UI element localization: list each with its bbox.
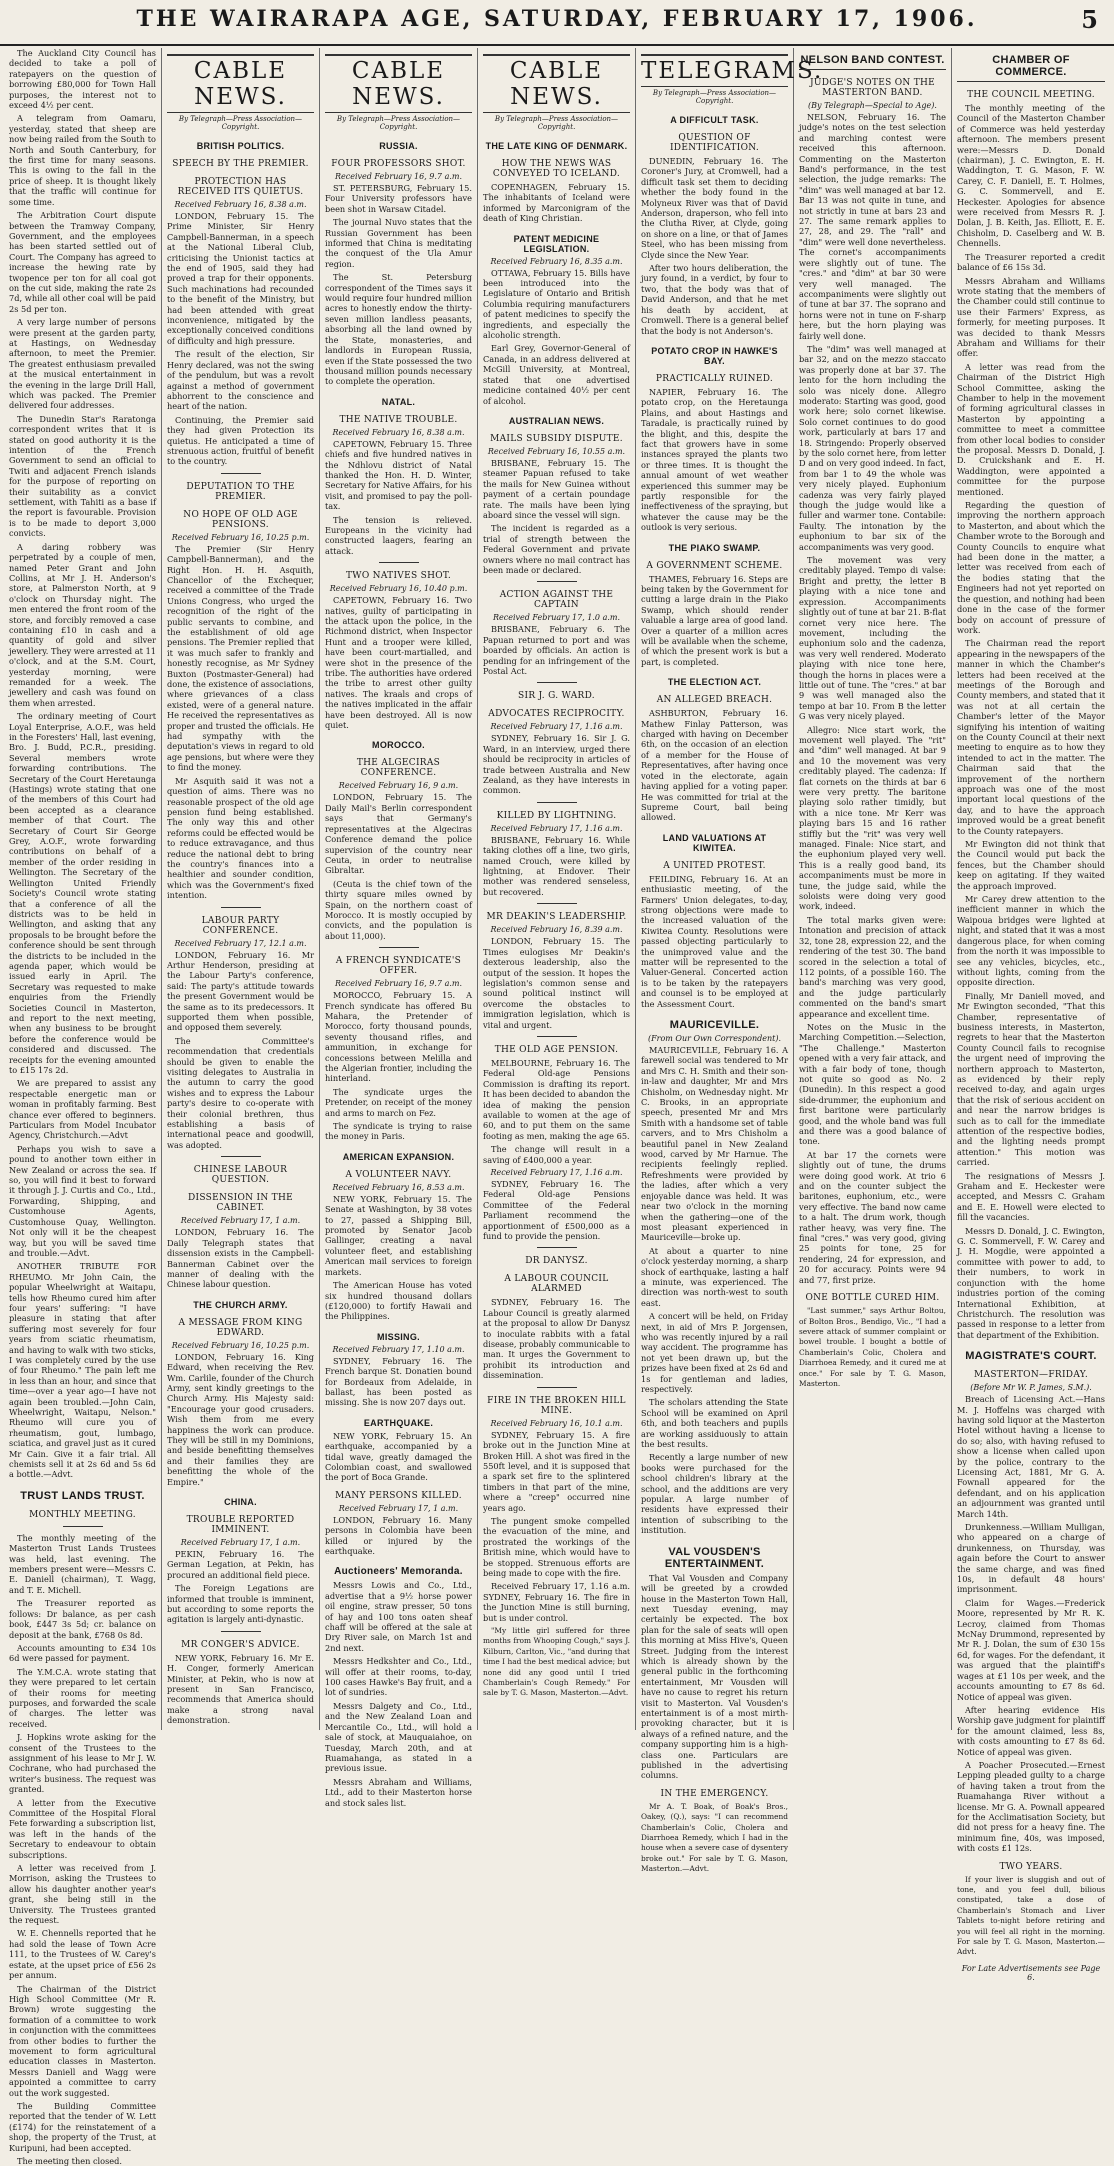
paragraph: Messrs D. Donald, J. C. Ewington, G. C. Sommervell, F. W. Carey and J. H. Mogdie, were appointed a committee with power to add, to their numbers, to work in conjunction with the home industries portion of the coming International Exhibition, at Christchurch. The resolution was passed in response to a letter from that department of the Exhibition. [957,1225,1105,1340]
section-heading: PATENT MEDICINE LEGISLATION. [513,233,600,254]
paragraph: Continuing, the Premier said they had given Protection its quietus. He anticipated a time of strenuous action, fruitful of benefit to the country. [167,414,314,467]
section-subheading: MR DEAKIN'S LEADERSHIP. [486,912,627,923]
paragraph: BRISBANE, February 16. While taking clothes off a line, two girls, named Crouch, were killed by lightning, at Endover. Their mother was rendered senseless, but recovered. [483,834,630,897]
paragraph: The American House has voted six hundred thousand dollars (£120,000) to fortify Hawaii and the Philippines. [325,1280,472,1322]
section-heading: CHAMBER OF COMMERCE. [957,54,1105,82]
dateline: Received February 16, 8.53 a.m. [332,1182,465,1192]
dateline: Received February 17, 1 a.m. [180,1538,301,1547]
divider [221,1156,261,1157]
column-4 [478,48,636,1730]
paragraph: A letter was received from J. Morrison, asking the Trustees to allow his daughter another year's grant, she being still in the University. The Trustees granted the request. [9,1863,156,1926]
paragraph: The "dim" was well managed at bar 32, and on the mezzo staccato was properly done at bar 37. The lento for the horn including the solo was nicely done. Allegro moderato: Starting was good, good work here; solo cornet likewise. Solo cornet continues to do good work, particularly at bars 17 and 18. Stringendo: Properly observed by the solo cornet here, from letter D and on very good indeed. In fact, from bar 1 to 49 the whole was very nicely played. Euphonium cadenza was very fairly played though the judge would like a fuller and warmer tone. Contabile: Faulty. The intonation by the euphonium to bar six of the accompaniments was very good. [799,343,946,552]
paragraph: NEW YORK, February 15. An earthquake, accompanied by a tidal wave, greatly damaged the Colombian coast, and swallowed the port of Boca Grande. [325,1430,472,1483]
divider [537,1247,577,1248]
paragraph: NEW YORK, February 16. Mr E. H. Conger, formerly American Minister, at Pekin, who is now at present in San Francisco, recommends that America should make a strong naval demonstration. [167,1652,314,1726]
paragraph: Mr Ewington did not think that the Council would put back the fences, but the Chamber should keep on agitating. If they waited the approach improved. [957,839,1105,891]
dateline: Received February 17, 12.1 a.m. [174,938,307,948]
column-5 [636,48,824,1874]
section-heading: Auctioneers' Memoranda. [334,1566,463,1578]
paragraph: Accounts amounting to £34 10s 6d were passed for payment. [9,1642,156,1664]
dateline: Received February 16, 10.25 p.m. [171,1340,310,1350]
paragraph: Recently a large number of new books were purchased for the school children's library at the school, and the additions are very popular. A large number of residents have expressed their intention of subscribing to the institution. [641,1452,788,1536]
section-subheading: FIRE IN THE BROKEN HILL MINE. [487,1395,626,1416]
dateline: Received February 16, 8.38 a.m. [174,200,307,209]
paragraph: Perhaps you wish to save a pound to another town either in New Zealand or across the sea. If so, you will find it best to forward it through J. J. Curtis and Co., Ltd., Forwarding, Shipping, and Customhouse Agents, Customhouse Quay, Wellington. Not only will it be the cheapest way, but you will be saved time and trouble.—Advt. [9,1143,156,1258]
divider [537,682,577,683]
dateline: Received February 17, 1.16 a.m. [490,722,623,732]
section-subheading: SPEECH BY THE PREMIER. [172,159,309,169]
section-subheading: A VOLUNTEER NAVY. [345,1169,452,1180]
section-subheading: THE ALGECIRAS CONFERENCE. [356,758,441,779]
section-subheading: MAILS SUBSIDY DISPUTE. [490,433,623,444]
paragraph: SYDNEY, February 16. The French barque St. Donatien bound for Bordeaux from Adelaide, in ballast, has been posted as missing. She is now 207 days out. [325,1355,472,1408]
section-heading: TRUST LANDS TRUST. [20,1489,145,1502]
section-subheading: A GOVERNMENT SCHEME. [646,560,783,571]
section-subheading: MASTERTON—FRIDAY. [974,1370,1088,1381]
paragraph: The Premier (Sir Henry Campbell-Bannerman), and the Right Hon. H. H. Asquith, Chancellor of the Exchequer, received a committee of the Trade Unions Congress, who urged the recognition of the right of the public servants to combine, and the establishment of old age pensions. The Premier replied that it was much safer to frankly and honestly recognise, as Mr Sydney Buxton (Postmaster-General) had done, the existence of associations, where grievances of a class existed, were of a general nature. He received the representatives as proper and trusted the officials. He had sympathy with the deputation's views in regard to old age pensions, but where were they to find the money. [167,543,315,773]
section-subheading: MR CONGER'S ADVICE. [181,1639,300,1650]
footer-note: For Late Advertisements see Page 6. [961,1963,1101,1982]
paragraph: The Chairman read the report appearing in the newspapers of the manner in which the Chamber's letters had been received at the meetings of the Borough and County members, and stated that it was not at all certain the Chamber's letter of the Mayor signifying his intention of waiting on the County Council at their next meeting to enquire as to how they intended to act in the matter. The Chairman said that the improvement of the northern approach was one of the most important local questions of the day, and to have the approach improved would be a great benefit to the County ratepayers. [957,638,1105,836]
dateline: Received February 17, 1 a.m. [180,1216,301,1226]
divider [537,581,577,582]
divider [379,562,419,563]
section-subheading: DR DANYSZ. [525,1256,588,1267]
paragraph: NELSON, February 16. The judge's notes on the test selection and marching contest were received this afternoon. Commenting on the Masterton Band's performance, in the test selection, the judge remarks: The "dim" was well managed at bar 12. Bar 13 was not quite in tune, and not strictly in tune at bars 23 and 27. The same remark applies to 27, 28, and 29. The "rall" and "dim" were well done nevertheless. The cornet's accompaniments were slightly out of tune. The "cres." and "dim" at bar 30 were very well managed. The accompaniments were slightly out of tune at bar 37. The soprano and horns were not in tune on F-sharp here, but the horn playing was fairly well done. [799,112,946,341]
paragraph: J. Hopkins wrote asking for the consent of the Trustees to the assignment of his lease to Mr J. W. Cochrane, who had purchased the writer's business. The request was granted. [9,1732,156,1795]
cable-news-banner: CABLE NEWS. [325,54,472,113]
paragraph: Earl Grey, Governor-General of Canada, in an address delivered at McGill University, at Montreal, stated that one advertised medicine contained 40½ per cent of alcohol. [483,343,630,406]
paragraph: MAURICEVILLE, February 16. A farewell social was tendered to Mr and Mrs C. H. Smith and their son-in-law and daughter, Mr and Mrs Chisholm, on Wednesday night. Mr C. Brooks, in an appropriate speech, presented Mr and Mrs Smith with a handsome set of table carvers, and to Mrs Chisholm a beautiful panel in New Zealand wood, carved by Mr Harnue. The recipients feelingly replied. Refreshments were provided by the ladies, after which a very enjoyable dance was held. It was near two o'clock in the morning when the gathering—one of the most pleasant experienced in Mauriceville—broke up. [641,1045,788,1243]
section-heading: MAURICEVILLE. [669,1019,760,1031]
divider [221,473,261,474]
paragraph: SYDNEY, February 15. A fire broke out in the Junction Mine at Broken Hill. A shot was fired in the 550ft level, and it is supposed that a spark set fire to the splintered timbers in that part of the mine, where a "creep" occurred nine years ago. [483,1429,630,1513]
byline: By Telegraph—Press Association—Copyright. [336,115,461,131]
section-heading: THE LATE KING OF DENMARK. [485,141,628,151]
dateline: Received February 16, 8.39 a.m. [490,925,623,935]
section-heading: MISSING. [377,1331,420,1342]
section-subheading: THE COUNCIL MEETING. [967,90,1095,100]
paragraph: LONDON, February 16. The Daily Telegraph states that dissension exists in the Campbell-Bannerman Cabinet over the manner of dealing with the Chinese labour question. [167,1227,314,1290]
masthead-title: THE WAIRARAPA AGE, SATURDAY, FEBRUARY 17, 1906. [136,6,978,32]
section-heading: NATAL. [381,396,416,407]
section-heading: THE PIAKO SWAMP. [668,542,761,553]
section-heading: RUSSIA. [379,141,418,151]
paragraph: Regarding the question of improving the northern approach to Masterton, and about which the Chamber wrote to the Borough and County Councils to enquire what had been done in the matter, a letter was received from each of the bodies stating that the Engineers had not yet reported on the question, and nothing had been done in the case of the former body on account of pressure of work. [957,500,1105,635]
paragraph: The scholars attending the State School will be examined on April 6th, and both teachers and pupils are working assiduously to attain the best results. [641,1397,788,1450]
section-heading: LAND VALUATIONS AT KIWITEA. [662,832,767,853]
paragraph: BRISBANE, February 15. The steamer Papuan refused to take the mails for New Guinea without payment of a certain poundage rate. The mails have been lying aboard since the vessel will sign. [483,457,630,520]
paragraph: The movement was very creditably played. Tempo di valse: Bright and pretty, the letter B playing with a nice tone and expression. Accompaniments slightly out of tune at bar 21. B-flat cornet very nice here. The movement, including the euphonium solo and the cadenza, was very well rendered. Moderato playing with nice tone here, though the horns in places were a little out of tune. The "cres." at bar 9 was well managed also the tempo at bar 10. From B the letter G was very nicely played. [799,555,946,722]
paragraph: Claim for Wages.—Frederick Moore, represented by Mr R. K. Lecroy, claimed from Thomas McNay Drummond, represented by Mr R. J. Dolan, the sum of £30 15s 6d, for wages. For the defendant, it was argued that the plaintiff's wages at £1 10s per week, and the accounts amounting to £7 8s 6d. Notice of appeal was given. [957,1597,1105,1702]
divider [537,1387,577,1388]
section-subheading: CHINESE LABOUR QUESTION. [193,1165,288,1186]
section-subheading: PROTECTION HAS RECEIVED ITS QUIETUS. [177,177,304,197]
telegrams-banner: TELEGRAMS. [641,54,788,87]
dateline: Received February 16, 10.1 a.m. [490,1418,623,1428]
paragraph: The tension is relieved. Europeans in the vicinity had constructed laagers, fearing an attack. [325,514,472,556]
paragraph: NEW YORK, February 15. The Senate at Washington, by 38 votes to 27, passed a Shipping Bill, promoted by Senator Jacob Gallinger, creating a naval volunteer fleet, and establishing American mail services to foreign markets. [325,1193,472,1277]
section-subheading: THE NATIVE TROUBLE. [339,414,458,425]
section-subheading: KILLED BY LIGHTNING. [496,810,617,821]
dateline: Received February 16, 9.7 a.m. [334,172,463,181]
paragraph: The meeting then closed. [17,2156,122,2166]
paragraph: The Y.M.C.A. wrote stating that they were prepared to let certain of their rooms for meeting purposes, and forwarded the scale of charges. The letter was received. [9,1666,156,1729]
section-subheading: (By Telegraph—Special to Age). [808,101,937,110]
paragraph: The St. Petersburg correspondent of the Times says it would require four hundred million acres to honestly endow the thirty-seven million landless peasants, absorbing all the land owned by the State, monasteries, and landlords in European Russia, even if the State possessed the two thousand million pounds necessary to complete the operation. [325,272,472,387]
advertisement: "Last summer," says Arthur Boltou, of Bolton Bros., Bendigo, Vic., "I had a severe attack of summer complaint or bowel trouble. I bought a bottle of Chamberlain's Colic, Cholera and Diarrhoea Remedy, and it cured me at once." For sale by T. G. Mason, Masterton. [799,1306,946,1388]
paragraph: Messrs Lowis and Co., Ltd., advertise that a 9½ horse power oil engine, straw presser, 50 tons of hay and 100 tons oaten sheaf chaff will be offered at the sale at Dry River sale, on March 1st and 2nd next. [325,1580,472,1653]
dateline: Received February 17, 1.0 a.m. [492,613,621,623]
section-subheading: TWO NATIVES SHOT. [345,571,452,582]
paragraph: The Auckland City Council has decided to take a poll of ratepayers on the question of borrowing £80,000 for Town Hall purposes, the interest not to exceed 4½ per cent. [9,48,156,111]
section-heading: MAGISTRATE'S COURT. [965,1350,1097,1363]
dateline: Received February 16, 8.35 a.m. [490,256,623,266]
paragraph: The Treasurer reported as follows: Dr balance, as per cash book, £447 3s 5d; cr. balance on deposit at the bank, £768 0s 8d. [9,1598,156,1640]
paragraph: CAPETOWN, February 16. Two natives, guilty of participating in the attack upon the police, in the Richmond district, when Inspector Hunt and a trooper were killed, have been court-martialled, and were shot in the presence of the tribe. The authorities have ordered the tribe to arrest other guilty natives. The kraals and crops of the natives implicated in the affair have been destroyed. All is now quiet. [325,595,472,731]
paragraph: LONDON, February 15. The Daily Mail's Berlin correspondent says that Germany's representatives at the Algeciras Conference demand the police supervision of the country near Ceuta, in order to neutralise Gibraltar. [325,792,472,876]
section-heading: EARTHQUAKE. [363,1417,434,1428]
columns [4,48,1110,2166]
paragraph: At bar 17 the cornets were slightly out of tune, the drums were doing good work. At trio 6 and on the counter subject the baritones, euphonium, etc., were very effective. The band now came to a halt. The drum work, though rather heavy, was very fine. The final "cres." was very good, giving 25 points for tone, 25 for rendering, 24 for expression, and 20 for accuracy. Points were 94 and 77, first prize. [799,1149,946,1285]
dateline: Received February 17, 1.16 a.m. [490,1168,623,1177]
paragraph: ANOTHER TRIBUTE FOR RHEUMO. Mr John Cain, the popular Wheelwright at Waitapu, tells how Rheumo cured him after four years' suffering: "I have pleasure in stating that after suffering most severely for four years from sciatic rheumatism, and having to walk with two sticks, I was completely cured by the use of four Rheumo." The pain left me in less than an hour, and since that time—over a year ago—I have not again been troubled.—John Cain, Wheelwright, Waitapu, Nelson." Rheumo will cure you of rheumatism, gout, lumbago, sciatica, and gravel just as it cured Mr Cain. Give it a fair trial. All chemists sell it at 2s 6d and 5s 6d a bottle.—Advt. [9,1261,156,1480]
advertisement: If your liver is sluggish and out of tone, and you feel dull, bilious constipated, take a dose of Chamberlain's Stomach and Liver Tablets to-night before retiring and you will feel all right in the morning. For sale by T. G. Mason, Masterton.—Advt. [957,1874,1105,1957]
section-subheading: PRACTICALLY RUINED. [655,373,774,384]
paragraph: The result of the election, Sir Henry declared, was not the swing of the pendulum, but was a revolt against a method of government abhorrent to the conscience and heart of the nation. [167,349,314,412]
paragraph: ASHBURTON, February 16. Mathew Finlay Patterson, was charged with having on December 6th, on the occasion of an election of a member for the House of Representatives, after having once voted in the electorate, again having applied for a voting paper. He was committed for trial at the Supreme Court, bail being allowed. [641,708,788,823]
section-heading: POTATO CROP IN HAWKE'S BAY. [651,345,778,366]
paragraph: COPENHAGEN, February 15. The inhabitants of Iceland were informed by Marconigram of the death of King Christian. [483,182,630,224]
divider [63,1526,103,1527]
section-heading: BRITISH POLITICS. [196,141,285,151]
advertisement: Mr A. T. Boak, of Boak's Bros., Oakey, (Q.), says: "I can recommend Chamberlain's Colic, Cholera and Diarrhoea Remedy, which I had in the house when a severe case of dysentery broke out." For sale by T. G. Mason, Masterton.—Advt. [641,1801,788,1874]
paragraph: The Chairman of the District High School Committee (Mr R. Brown) wrote suggesting the formation of a committee to work in conjunction with the committees from other bodies to further the movement to form agricultural education classes in Masterton. Messrs Daniell and Wagg were appointed a committee to carry out the work suggested. [9,1983,156,2098]
advertisement-heading: IN THE EMERGENCY. [660,1788,769,1799]
dateline: Received February 16, 9 a.m. [338,781,459,791]
paragraph: MELBOURNE, February 16. The Federal Old-age Pensions Commission is drafting its report. It has been decided to abandon the idea of making the pension available to women at the age of 60, and to put them on the same footing as men, making the age 65. [483,1057,630,1141]
paragraph: MOROCCO, February 15. A French syndicate has offered Bu Mahara, the Pretender of Morocco, forty thousand pounds, seventy thousand rifles, and ammunition, in exchange for concessions between Melilla and the Algerian frontier, including the hinterland. [325,990,472,1084]
paragraph: Messrs Abraham and Williams, Ltd., add to their Masterton horse and stock sales list. [325,1776,472,1808]
column-3 [320,48,478,1808]
paragraph: A daring robbery was perpetrated by a couple of men, named Peter Grant and John Collins, at Mr J. H. Anderson's store, at Palmerston North, at 9 o'clock on Thursday night. The men entered the front room of the store, and forcibly removed a case containing £10 in cash and a quantity of gold and silver jewellery. They were arrested at 11 o'clock, and at the S.M. Court, yesterday morning, were remanded for a week. The jewellery and cash was found on them when arrested. [9,541,156,708]
column-1 [4,48,162,2166]
paragraph: Finally, Mr Daniell moved, and Mr Ewington seconded, "That this Chamber, representative of business interests, in Masterton, regrets to hear that the Masterton County Council fails to recognise the urgent need of improving the northern approach to Masterton, as evidenced by their reply received to-day, and again urges that the risk of serious accident on and near the narrow bridges is such as to call for the immediate attention of the respective bodies, and the lighting needs prompt attention." This motion was carried. [957,990,1105,1168]
section-subheading: HOW THE NEWS WAS CONVEYED TO ICELAND. [492,159,621,179]
cable-news-banner: CABLE NEWS. [483,54,630,113]
section-heading: NELSON BAND CONTEST. [799,54,946,70]
dateline: Received February 16, 10.40 p.m. [329,584,468,594]
paragraph: The resignations of Messrs J. Graham and E. Heckester were accepted, and Messrs C. Graham and E. E. Howell were elected to fill the vacancies. [957,1170,1105,1223]
paragraph: THAMES, February 16. Steps are being taken by the Government for cutting a large drain in the Piako Swamp, which should render valuable a large area of good land. Over a quarter of a million acres will be available when the scheme, of which the present work is but a part, is completed. [641,573,788,667]
paragraph: LONDON, February 15. The Times eulogises Mr Deakin's dexterous leadership, also the output of the session. It hopes the legislation's common sense and sound political instinct will overcome the obstacles to immigration legislation, which is vital and urgent. [483,936,630,1030]
paragraph: A Poacher Prosecuted.—Ernest Lepping pleaded guilty to a charge of having taken a trout from the Ruamahanga River without a license. Mr G. A. Pownall appeared for the Acclimatisation Society, but did not press for a heavy fine. The minimum fine, 40s, was imposed, with costs £1 12s. [957,1759,1105,1854]
section-subheading: QUESTION OF IDENTIFICATION. [669,133,760,153]
paragraph: Mr Carey drew attention to the inefficient manner in which the Waipoua bridges were lighted at night, and stated that it was a most dangerous place, for when coming from the north it was impossible to see any vehicles, bicycles, etc., without lights, coming from the opposite direction. [957,894,1105,988]
section-subheading: DEPUTATION TO THE PREMIER. [186,481,295,502]
section-heading: A DIFFICULT TASK. [670,115,759,125]
paragraph: The Dunedin Star's Raratonga correspondent writes that it is stated on good authority it is the intention of the French Government to send an official to Twiti and adjacent French islands for the purpose of reporting on their suitability as a convict settlement, with Tahiti as a base if the report is favourable. Provision is to be made to deport 3,000 convicts. [9,413,156,539]
paragraph: Messrs Hedkshter and Co., Ltd., will offer at their rooms, to-day, 100 cases Hawke's Bay fruit, and a lot of sundries. [325,1656,472,1698]
paragraph: The syndicate urges the Pretender, on receipt of the money and arms to march on Fez. [325,1086,472,1118]
paragraph: A very large number of persons were present at the garden party, at Hastings, on Wednesday afternoon, to meet the Premier. The greatest enthusiasm prevailed at the musical entertainment in the evening in the large Drill Hall, which was packed. The Premier delivered four addresses. [9,317,156,411]
paragraph: The monthly meeting of the Masterton Trust Lands Trustees was held, last evening. The members present were—Messrs C. E. Daniell (chairman), T. Wagg, and T. E. Michell. [9,1532,156,1595]
page-number: 5 [1081,5,1098,34]
paragraph: A telegram from Oamaru, yesterday, stated that sheep are now being railed from the South to North and South Canterbury, for the first time for many seasons. This is owing to the fall in the price of sheep. It is thought likely that the traffic will continue for some time. [9,113,156,207]
section-subheading: A FRENCH SYNDICATE'S OFFER. [335,956,462,977]
paragraph: SYDNEY, February 16. The Labour Council is greatly alarmed at the proposal to allow Dr Danysz to inoculate rabbits with a fatal disease, probably communicable to man. It urges the Government to prohibit its introduction and dissemination. [483,1297,630,1381]
dateline: Received February 16, 10.25 p.m. [171,532,310,542]
section-subheading: DISSENSION IN THE CABINET. [187,1193,294,1214]
paragraph: The Committee's recommendation that credentials should be given to enable the visiting delegates to Australia in the autumn to carry the good wishes and to express the Labour party's desire to co-operate with their colonial brethren, thus establishing a basis of international peace and goodwill, was adopted. [167,1035,314,1150]
column-6 [794,48,952,1730]
paragraph: LONDON, February 16. Many persons in Colombia have been killed or injured by the earthquake. [325,1514,472,1556]
section-heading: THE CHURCH ARMY. [193,1299,288,1310]
paragraph: LONDON, February 16. Mr Arthur Henderson, presiding at the Labour Party's conference, said: The party's attitude towards the present Government would be the same as to its predecessors. It supported them when possible, and opposed them severely. [167,949,314,1033]
section-subheading: NO HOPE OF OLD AGE PENSIONS. [183,509,298,530]
byline: By Telegraph—Press Association—Copyright. [178,115,303,131]
paragraph: NAPIER, February 16. The potato crop, on the Heretaunga Plains, and about Hastings and Taradale, is practically ruined by the blight, and this, despite the fact that growers have in some instances sprayed the plants two or three times. It is thought the annual amount of wet weather experienced this summer may be partly responsible for the ineffectiveness of the spraying, but whatever the cause may be the outlook is very serious. [641,386,788,533]
section-heading: MOROCCO. [372,740,425,751]
section-subheading: ADVOCATES RECIPROCITY. [488,709,625,720]
section-subheading: ACTION AGAINST THE CAPTAIN [499,590,614,611]
paragraph: Drunkenness.—William Mulligan, who appeared on a charge of drunkenness, on Thursday, was again before the Court to answer the same charge, and was fined 10s, in default 48 hours' imprisonment. [957,1522,1105,1595]
paragraph: The change will result in a saving of £400,000 a year. [483,1144,630,1165]
paragraph: CAPETOWN, February 15. Three chiefs and five hundred natives in the Ndhlovu district of Natal thanked the Hon. H. D. Winter, Secretary for Native Affairs, for his visit, and promised to pay the poll-tax. [325,438,472,512]
advertisement: "My little girl suffered for three months from Whooping Cough," says J. Kilburn, Carlton, Vic., "and during that time I had the best medical advice; but none did any good until I tried Chamberlain's Cough Remedy." For sale by T. G. Mason, Masterton.—Advt. [483,1626,630,1698]
paragraph: DUNEDIN, February 16. The Coroner's Jury, at Cromwell, had a difficult task set them to deciding whether the body found in the Molyneux River was that of David Anderson, draperson, who fell into the Clutha River, at Clyde, going on shore on a line, or that of James Steel, who has been missing from Clyde since the New Year. [641,156,788,260]
divider [537,903,577,904]
paragraph: After hearing evidence His Worship gave judgment for plaintiff for the amount claimed, less 8s, with costs amounting to £7 8s 6d. Notice of appeal was given. [957,1704,1105,1757]
paragraph: A letter was read from the Chairman of the District High School Committee, asking the Chamber to help in the movement of forming agricultural classes in Masterton by appointing a committee to meet a committee from other local bodies to consider the proposal. Messrs D. Donald, J. D. Cruickshank and E. H. Waddington, were appointed a committee for the purpose mentioned. [957,361,1105,497]
paragraph: The pungent smoke compelled the evacuation of the mine, and prostrated the workings of the British mine, which would have to be stopped. Strenuous efforts are being made to cope with the fire. [483,1515,630,1578]
section-heading: AUSTRALIAN NEWS. [508,415,605,426]
paragraph: OTTAWA, February 15. Bills have been introduced into the Legislature of Ontario and British Columbia requiring manufacturers of patent medicines to specify the ingredients, and especially the alcoholic strength. [483,267,630,341]
paragraph: The Building Committee reported that the tender of W. Lett (£174) for the reinstatement of a shop, the property of the Trust, at Kuripuni, had been accepted. [9,2100,156,2153]
advertisement-heading: ONE BOTTLE CURED HIM. [805,1293,940,1304]
paragraph: LONDON, February 15. The Prime Minister, Sir Henry Campbell-Bannerman, in a speech at the National Liberal Club, criticising the Unionist tactics at the end of 1905, said they had proved a trap for their opponents. Such machinations had recounded to the benefit of the Ministry, but had been attended with great inconvenience, mitigated by the exceptionally conceived conditions of difficulty and high pressure. [167,211,314,346]
section-subheading: LABOUR PARTY CONFERENCE. [201,915,280,936]
paragraph: We are prepared to assist any respectable energetic man or woman in profitably farming. Best chance ever offered to beginners. Particulars from Model Incubator Agency, Christchurch.—Advt [9,1078,156,1141]
section-subheading: FOUR PROFESSORS SHOT. [331,159,466,169]
divider [221,1631,261,1632]
paragraph: FEILDING, February 16. At an enthusiastic meeting, of the Farmers' Union delegates, to-day, strong objections were made to the increased valuation of the Kiwitea County. Resolutions were passed objecting particularly to the unimproved value and the matter will be represented to the Valuer-General. Concerted action is to be taken by the ratepayers and counsel is to be employed at the Assessment Court. [641,873,788,1009]
paragraph: The ordinary meeting of Court Loyal Enterprise, A.O.F., was held in the Foresters' Hall, last evening, Bro. J. Budd, P.C.R., presiding. Several members wrote forwarding contributions. The Secretary of the Court Heretaunga (Hastings) wrote stating that one of the members of this Court had been accepted as a clearance member of that Court. The Secretary of Court Sir George Grey, A.O.F., wrote forwarding contributions on behalf of a member of the order residing in Wellington. The Secretary of the Wellington United Friendly Society's Council wrote stating that a conference of all the districts was to be held in Wellington, and asking that any proposals to be brought before the conference should be sent through the districts to be included in the agenda paper, which would be issued early in April. The Secretary was requested to make enquiries from the Friendly Societies Council in Masterton, and report to the next meeting, when any business to be brought before the conference would be considered and discussed. The receipts for the evening amounted to £15 17s 2d. [9,711,156,1075]
dateline: Received February 16, 10.55 a.m. [487,446,626,456]
paragraph: SYDNEY, February 16. Sir J. G. Ward, in an interview, urged there should be reciprocity in articles of trade between Australia and New Zealand, as they have interests in common. [483,733,630,796]
section-heading: AMERICAN EXPANSION. [342,1151,455,1162]
dateline: Received February 16, 9.7 a.m. [334,979,463,989]
section-subheading: AN ALLEGED BREACH. [656,695,773,706]
column-2 [162,48,320,1730]
section-subheading: MONTHLY MEETING. [29,1509,136,1520]
section-subheading: A UNITED PROTEST. [663,860,766,871]
cable-news-banner: CABLE NEWS. [167,54,314,113]
advertisement-heading: TWO YEARS. [999,1861,1063,1872]
byline: By Telegraph—Press Association—Copyright. [652,89,777,105]
paragraph: That Val Vousden and Company will be greeted by a crowded house in the Masterton Town Hall, next Tuesday evening, may certainly be expected. The box plan for the sale of seats will open this morning at Miss Hive's, Queen Street. Judging from the interest which is already shown by the general public in the forthcoming entertainment, Mr Vousden will have no cause to regret his return visit to Masterton. Val Vousden's entertainment is of a most mirth-provoking character, but it is always of a refined nature, and the company supporting him is a high-class one. Particulars are published in the advertising columns. [641,1572,788,1781]
section-subheading: JUDGE'S NOTES ON THE MASTERTON BAND. [809,78,936,98]
paragraph: At about a quarter to nine o'clock yesterday morning, a sharp shock of earthquake, lasting a half a minute, was experienced. The direction was north-west to south east. [641,1245,788,1308]
divider [379,947,419,948]
divider [221,907,261,908]
section-subheading: (Before Mr W. P. James, S.M.). [970,1383,1092,1393]
section-heading: CHINA. [224,1497,257,1507]
paragraph: The monthly meeting of the Council of the Masterton Chamber of Commerce was held yesterday afternoon. The members present were:—Messrs D. Donald (chairman), J. C. Ewington, E. H. Waddington, T. G. Mason, F. W. Carey, C. F. Daniell, E. T. Holmes, G. C. Sommervell, and E. Heckester. Apologies for absence were received from Messrs R. J. Dolan, J. B. Keith, Jas. Elliott, E. E. Chisholm, D. Caselberg and W. B. Chennells. [957,103,1105,249]
section-subheading: THE OLD AGE PENSION. [494,1044,619,1055]
dateline: Received February 17, 1 a.m. [338,1503,459,1513]
paragraph: Mr Asquith said it was not a question of aims. There was no reasonable prospect of the old age pension fund being established. The only way this and other reforms could be effected would be to reduce extravagance, and thus reduce the national debt to bring the country's finances into a healthier and sounder condition, which was the Government's fixed intention. [167,775,314,901]
paragraph: The Foreign Legations are informed that trouble is imminent, but according to some reports the agitation is largely anti-dynastic. [167,1583,314,1625]
section-heading: THE ELECTION ACT. [667,677,762,688]
paragraph: The total marks given were: Intonation and precision of attack 32, tone 28, expression 22, and the rendering of the test 30. The band scored in the selection a total of 112 points, of a possible 160. The band's marching was very good, and the judge particularly commented on the band's smart appearance and excellent time. [799,914,946,1019]
paragraph: Notes on the Music in the Marching Competition.—Selection, "The Challenge." Masterton opened with a very fair attack, and with a fair body of tone, though not quite so good as No. 2 (Dunedin). In this respect a good side-drummer, the euphonium and first baritone were particularly good, and the whole band was full and there was a good balance of tone. [799,1021,946,1147]
paragraph: The Treasurer reported a credit balance of £6 15s 3d. [957,251,1105,273]
paragraph: (Ceuta is the chief town of the thirty square miles owned by Spain, on the northern coast of Morocco. It is mostly occupied by convicts, and the population is about 11,000). [325,878,472,941]
section-subheading: MANY PERSONS KILLED. [335,1490,462,1501]
paragraph: The syndicate is trying to raise the money in Paris. [325,1121,472,1142]
paragraph: A concert will be held, on Friday next, in aid of Mrs P. Jorgensen, who was recently injured by a rail way accident. The programme has not yet been drawn up, but the prizes have been fixed at 2s 6d and 1s for gentleman and ladies, respectively. [641,1311,788,1394]
section-subheading: (From Our Own Correspondent). [647,1034,782,1043]
paragraph: Messrs Abraham and Williams wrote stating that the members of the Chamber could still continue to use their Farmers' Express, as formerly, for meeting purposes. It was decided to thank Messrs Abraham and Williams for their offer. [957,275,1105,359]
paragraph: LONDON, February 16. King Edward, when receiving the Rev. Wm. Carlile, founder of the Church Army, sent kindly greetings to the Church Army. His Majesty said: "Encourage your good crusaders. Wish them from me every happiness the work can produce. They will be still in my Dominions, and beside benefitting themselves and their families they are benefitting the whole of the Empire." [167,1351,314,1487]
paragraph: The incident is regarded as a trial of strength between the Federal Government and private owners where no mail contract has been made or declared. [483,523,630,575]
paragraph: Received February 17, 1.16 a.m. SYDNEY, February 16. The fire in the Junction Mine is still burning, but is under control. [483,1581,630,1623]
paragraph: PEKIN, February 16. The German Legation, at Pekin, has procured an additional field piece. [167,1549,314,1580]
paragraph: After two hours deliberation, the jury found, in a verdict, by four to two, that the body was that of David Anderson, and that he met his death by accident, at Cromwell. There is a general belief that the body is not Anderson's. [641,263,788,336]
section-subheading: SIR J. G. WARD. [518,691,595,702]
section-subheading: TROUBLE REPORTED IMMINENT. [186,1515,295,1535]
paragraph: BRISBANE, February 6. The Papuan returned to port and was boarded by officials. An action is pending for an infringement of the Postal Act. [483,624,630,676]
section-heading: VAL VOUSDEN'S ENTERTAINMENT. [664,1545,765,1570]
column-7 [952,48,1110,1982]
paragraph: The Arbitration Court dispute between the Tramway Company, Government, and the employees has been started settled out of Court. The Company has agreed to increase the hewing rate by twopence per ton for all coal got on the cut side, making the rate 2s 7d, while all other coal will be paid 2s 5d per ton. [9,210,156,314]
paragraph: ST. PETERSBURG, February 15. Four University professors have been shot in Warsaw Citadel. [325,183,472,214]
paragraph: W. E. Chennells reported that he had sold the lease of Town Acre 111, to the Trustees of W. Carey's estate, at the upset price of £56 2s per annum. [9,1928,156,1981]
paragraph: Allegro: Nice start work, the movement well played. The "rit" and "dim" well managed. At bar 9 and 10 the movement was very creditably played. The cadenza: If flat cornets on the thirds at bar 6 were very pretty. The baritone playing solo rather timidly, but with a nice tone. Mr Kerr was playing bars 15 and 16 rather stiffly but the "rit" was very well managed. Finale: Nice start, and the euphonium played very well. This is a really good band, its accompaniments must be more in tune, the judge said, while the soloists were doing very good work, indeed. [799,724,946,912]
paragraph: Breach of Licensing Act.—Hans M. J. Hoffelns was charged with having sold liquor at the Masterton Hotel without having a license to do so; also, with having refused to show a license when called upon by the police, contrary to the Licensing Act, 1881, Mr G. A. Fownall appeared for the defendant, and on his application an adjournment was granted until March 14th. [957,1394,1105,1519]
paragraph: Messrs Dalgety and Co., Ltd., and the New Zealand Loan and Mercantile Co., Ltd., will hold a sale of stock, at Mauquaiahoe, on Tuesday, March 20th, and at Ruamahanga, as stated in a previous issue. [325,1700,472,1774]
paragraph: SYDNEY, February 16. The Federal Old-age Pensions Committee of the Federal Parliament recommend the apportionment of £500,000 as a fund to provide the pension. [483,1179,630,1242]
section-subheading: A MESSAGE FROM KING EDWARD. [178,1317,303,1338]
dateline: Received February 17, 1.16 a.m. [490,823,623,833]
byline: By Telegraph—Press Association—Copyright. [494,115,619,131]
dateline: Received February 16, 8.38 a.m. [332,427,465,437]
divider [537,802,577,803]
section-subheading: A LABOUR COUNCIL ALARMED [504,1274,609,1295]
paragraph: A letter from the Executive Committee of the Hospital Floral Fete forwarding a subscription list, was left in the hands of the Secretary to endeavour to obtain subscriptions. [9,1797,156,1860]
divider [537,1036,577,1037]
masthead [0,0,1114,46]
dateline: Received February 17, 1.10 a.m. [332,1344,465,1354]
paragraph: The journal Nuvo states that the Russian Government has been informed that China is meditating the conquest of the Ula Amur region. [325,217,472,269]
